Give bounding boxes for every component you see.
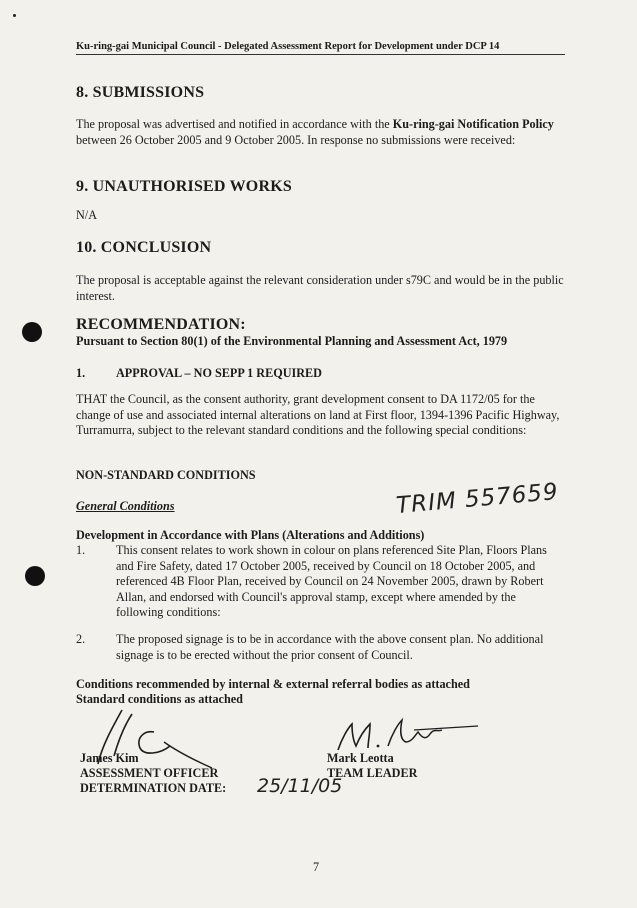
standard-conditions-line: Standard conditions as attached — [76, 692, 243, 706]
consent-text: THAT the Council, as the consent authority, grant development consent to DA 1172/05 for the change of use and associated internal alterations on land at First floor, 1394-1396 Pacific Highway, Turramurra, subject to the relevant standard conditions and the following special conditions: — [76, 392, 560, 437]
condition-2-number: 2. — [76, 632, 86, 646]
team-leader-role: TEAM LEADER — [327, 766, 418, 780]
condition-1-number: 1. — [76, 543, 86, 557]
page-number: 7 — [313, 860, 320, 874]
general-conditions-heading: General Conditions — [76, 499, 175, 513]
recommendation-title: RECOMMENDATION: — [76, 316, 246, 333]
approval-title: APPROVAL – NO SEPP 1 REQUIRED — [116, 366, 322, 380]
conclusion-text: The proposal is acceptable against the relevant consideration under s79C and would be in the public interest. — [76, 273, 564, 303]
development-plans-heading: Development in Accordance with Plans (Alterations and Additions) — [76, 528, 425, 542]
section-title-unauthorised-works: 9. UNAUTHORISED WORKS — [76, 178, 292, 195]
punch-hole — [25, 566, 45, 586]
determination-date-handwritten: 25/11/05 — [257, 775, 343, 797]
submissions-text-post: between 26 October 2005 and 9 October 2005. In response no submissions were received: — [76, 132, 516, 147]
submissions-text-pre: The proposal was advertised and notified in accordance with the — [76, 117, 393, 131]
assessment-officer-role: ASSESSMENT OFFICER — [80, 766, 219, 780]
referral-conditions-line: Conditions recommended by internal & external referral bodies as attached — [76, 677, 470, 691]
submissions-text — [76, 117, 561, 148]
page-header: Ku-ring-gai Municipal Council - Delegated Assessment Report for Development under DCP 14 — [76, 41, 565, 55]
punch-hole — [22, 322, 42, 342]
unauthorised-works-text: N/A — [76, 208, 97, 222]
section-title-conclusion: 10. CONCLUSION — [76, 239, 212, 256]
section-title-submissions: 8. SUBMISSIONS — [76, 84, 205, 101]
notification-policy-name: Ku-ring-gai Notification Policy — [392, 117, 554, 131]
non-standard-conditions-heading: NON-STANDARD CONDITIONS — [76, 468, 256, 482]
trim-stamp-handwritten: TRIM 557659 — [395, 478, 560, 520]
condition-2-text: The proposed signage is to be in accordance with the above consent plan. No additional signage is to be erected without the prior consent of Council. — [116, 632, 544, 662]
assessment-officer-name: James Kim — [80, 751, 139, 765]
determination-date-label: DETERMINATION DATE: — [80, 781, 227, 795]
speck-mark — [13, 14, 16, 17]
condition-1-text: This consent relates to work shown in colour on plans referenced Site Plan, Floors Plans and Fire Safety, dated 17 October 2005, received by Council on 18 October 2005, and referenced 4B Floor Plan, received by Council on 24 November 2005, drawn by Robert Allan, and endorsed with Council's approval stamp, except where amended by the following conditions: — [116, 543, 547, 619]
approval-number: 1. — [76, 366, 86, 380]
recommendation-subtitle: Pursuant to Section 80(1) of the Environmental Planning and Assessment Act, 1979 — [76, 334, 508, 348]
team-leader-name: Mark Leotta — [327, 751, 394, 765]
